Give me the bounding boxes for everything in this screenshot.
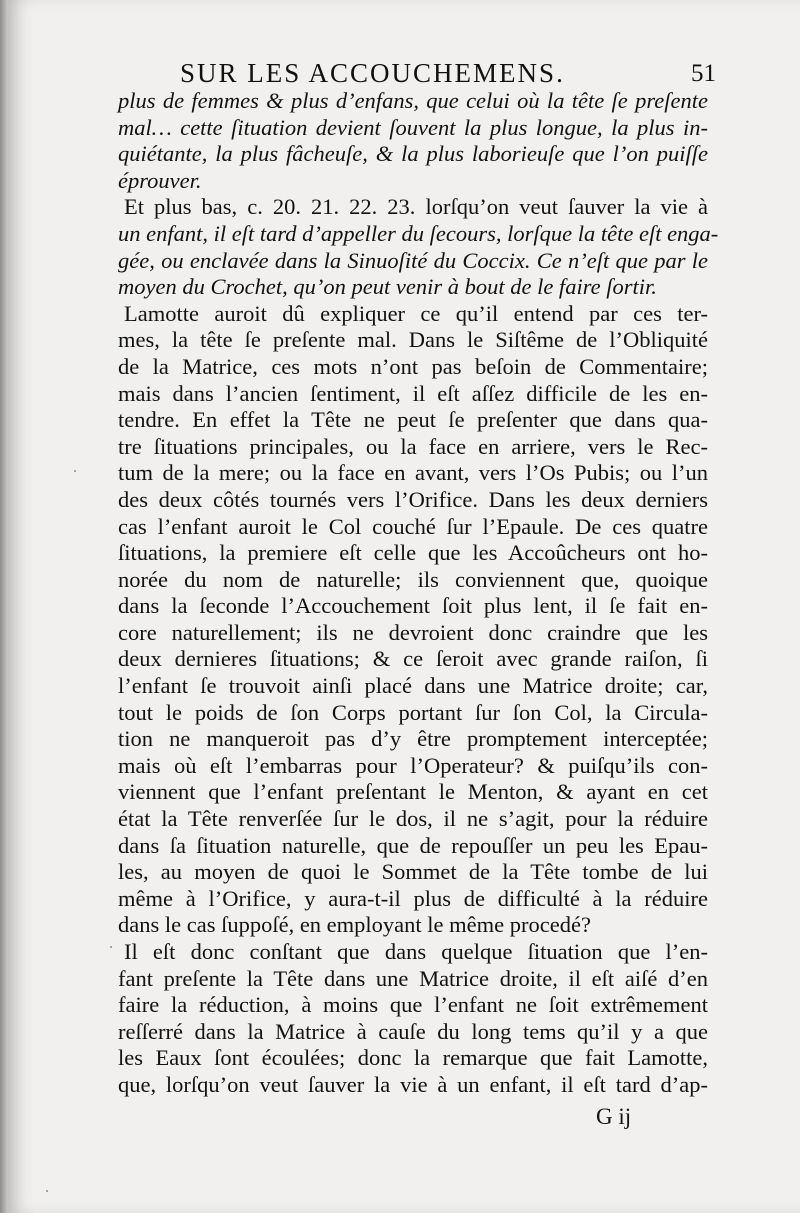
text-line: plus de femmes & plus d’enfans, que celui où la tête ſe preſente (118, 88, 708, 113)
text-line: Lamotte auroit dû expliquer ce qu’il entend par ces ter- (124, 300, 708, 326)
text-line: dans la ſeconde l’Accouchement ſoit plus lent, il ſe fait en- (118, 593, 708, 619)
text-line: Et plus bas, c. 20. 21. 22. 23. lorſqu’on veut ſauver la vie à (124, 194, 708, 220)
running-head-title: SUR LES ACCOUCHEMENS. (180, 58, 565, 88)
text-line: mais où eſt l’embarras pour l’Operateur? & puiſqu’ils con- (118, 752, 708, 778)
paper-speck (74, 470, 76, 472)
text-line: gée, ou enclavée dans la Sinuoſité du Coccix. Ce n’eſt que par le (118, 247, 708, 273)
text-line: mes, la tête ſe preſente mal. Dans le Siſtême de l’Obliquité (118, 327, 708, 353)
text-line: norée du nom de naturelle; ils conviennent que, quoique (118, 566, 708, 592)
book-page (8, 0, 800, 1213)
text-line: dans le cas ſuppoſé, en employant le même procedé? (118, 912, 591, 938)
text-line: tre ſituations principales, ou la face en arriere, vers le Rec- (118, 433, 708, 459)
text-line: faire la réduction, à moins que l’enfant ne ſoit extrêmement (118, 992, 708, 1018)
text-line: mal… cette ſituation devient ſouvent la plus longue, la plus in- (118, 114, 708, 140)
text-line: fant preſente la Tête dans une Matrice droite, il eſt aiſé d’en (118, 965, 708, 991)
text-line: que, lorſqu’on veut ſauver la vie à un enfant, il eſt tard d’ap- (118, 1071, 708, 1097)
text-line: deux dernieres ſituations; & ce ſeroit avec grande raiſon, ſi (118, 646, 708, 672)
text-line: moyen du Crochet, qu’on peut venir à bout de le faire ſortir. (118, 274, 657, 300)
text-line: quiétante, la plus fâcheuſe, & la plus laborieuſe que l’on puiſſe (118, 141, 708, 167)
text-line: éprouver. (118, 167, 202, 193)
text-line: état la Tête renverſée ſur le dos, il ne s’agit, pour la réduire (118, 806, 708, 832)
text-line: viennent que l’enfant preſentant le Menton, & ayant en cet (118, 779, 708, 805)
text-line: core naturellement; ils ne devroient donc craindre que les (118, 619, 708, 645)
text-line: un enfant, il eſt tard d’appeller du ſecours, lorſque la tête eſt enga- (118, 220, 719, 246)
paper-speck (110, 946, 112, 948)
text-line: des deux côtés tournés vers l’Orifice. Dans les deux derniers (118, 486, 708, 512)
text-line: tendre. En effet la Tête ne peut ſe preſenter que dans qua- (118, 407, 708, 433)
text-line: tum de la mere; ou la face en avant, vers l’Os Pubis; ou l’un (118, 460, 708, 486)
book-gutter (0, 0, 8, 1213)
page-number: 51 (691, 60, 716, 87)
text-line: Il eſt donc conſtant que dans quelque ſituation que l’en- (124, 939, 708, 964)
text-line: les, au moyen de quoi le Sommet de la Tête tombe de lui (118, 859, 708, 885)
paper-speck (46, 1190, 48, 1192)
running-head (116, 58, 716, 92)
text-line: mais dans l’ancien ſentiment, il eſt aſſez difficile de les en- (118, 380, 708, 406)
text-line: cas l’enfant auroit le Col couché ſur l’Epaule. De ces quatre (118, 513, 708, 539)
text-line: dans ſa ſituation naturelle, que de repouſſer un peu les Epau- (118, 832, 708, 858)
body-text (118, 88, 719, 1099)
text-line: tout le poids de ſon Corps portant ſur ſon Col, la Circula- (118, 699, 708, 725)
text-line: de la Matrice, ces mots n’ont pas beſoin de Commentaire; (118, 353, 708, 379)
signature-mark: G ij (596, 1104, 632, 1129)
text-line: l’enfant ſe trouvoit ainſi placé dans une Matrice droite; car, (118, 673, 708, 699)
text-line: les Eaux ſont écoulées; donc la remarque que fait Lamotte, (118, 1045, 708, 1071)
text-line: même à l’Orifice, y aura-t-il plus de difficulté à la réduire (118, 885, 708, 911)
text-line: reſſerré dans la Matrice à cauſe du long tems qu’il y a que (118, 1018, 708, 1044)
text-line: ſituations, la premiere eſt celle que les Accoûcheurs ont ho- (118, 540, 708, 566)
text-line: tion ne manqueroit pas d’y être promptement interceptée; (118, 726, 708, 752)
